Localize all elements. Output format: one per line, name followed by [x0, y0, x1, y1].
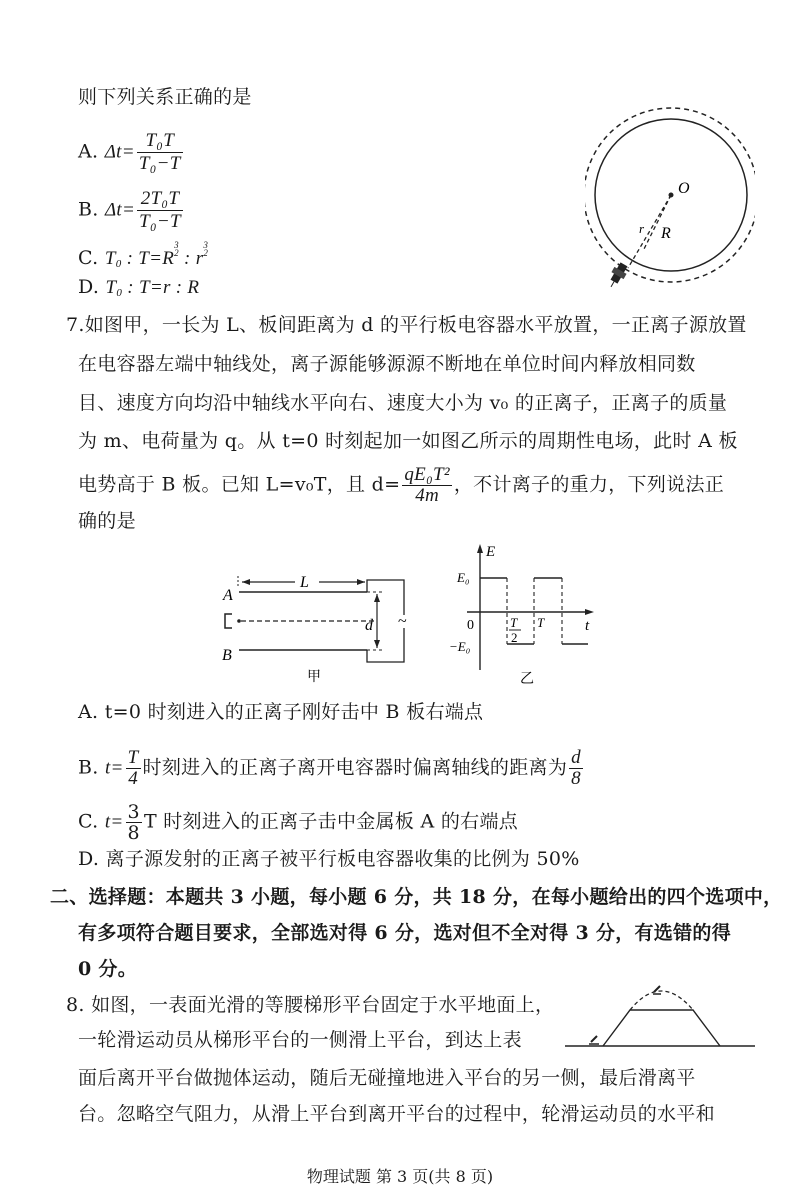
- R-label: R: [661, 225, 671, 242]
- page-footer: 物理试题 第 3 页(共 8 页): [306, 1167, 494, 1186]
- q8-line-1: 8. 如图，一表面光滑的等腰梯形平台固定于水平地面上，: [66, 994, 555, 1016]
- q8-line-4: 台。忽略空气阻力，从滑上平台到离开平台的过程中，轮滑运动员的水平和: [78, 1103, 715, 1125]
- r-label: r: [639, 221, 645, 236]
- q6-c-formula: $T_0$ : T=R 3 2 : r 3 2: [104, 240, 209, 270]
- q7-option-b[interactable]: B. t= $\frac{T}{4}$ 时刻进入的正离子离开电容器时偏离轴线的距离为 $\frac{d}{8}$: [78, 747, 581, 789]
- q6-orbit-figure: [585, 105, 755, 295]
- pos-level-label: E₀: [457, 570, 470, 585]
- q7-option-a[interactable]: A. t=0 时刻进入的正离子刚好击中 B 板右端点: [78, 701, 484, 723]
- q6-option-a[interactable]: A. Δt= $\frac{\text{T₀T}}{\text{T₀−T}}$: [78, 130, 181, 174]
- satellite-icon: [605, 261, 630, 291]
- q7-line-5: 电势高于 B 板。已知 L=v₀T，且 d= $\frac{\text{qE₀T²}}{4m}$ ，不计离子的重力，下列说法正: [78, 464, 725, 506]
- q6-d-formula: $T_0$ : T=r : R: [105, 277, 200, 299]
- section2-line-1: 二、选择题：本题共 3 小题，每小题 6 分，共 18 分，在每小题给出的四个选项中，: [50, 886, 783, 908]
- q8-line-3: 面后离开平台做抛体运动，随后无碰撞地进入平台的另一侧，最后滑离平: [78, 1067, 696, 1089]
- fig-jia-caption: 甲: [307, 669, 321, 685]
- q6-stem-end: 则下列关系正确的是: [78, 86, 252, 108]
- q6-option-d[interactable]: D. $T_0$ : T=r : R: [78, 276, 200, 299]
- ion-source-icon: [225, 614, 232, 628]
- q7-option-d[interactable]: D. 离子源发射的正离子被平行板电容器收集的比例为 50%: [78, 848, 580, 870]
- wire-top: [367, 580, 404, 615]
- period-label: T: [537, 615, 545, 630]
- q7-d-fraction: $\frac{\text{qE₀T²}}{4m}$: [404, 464, 450, 506]
- plate-a-label: A: [223, 587, 233, 604]
- ac-source-symbol: ~: [398, 613, 407, 630]
- plate-b-label: B: [222, 647, 232, 664]
- half-period-den: 2: [511, 630, 518, 645]
- x-axis-label: t: [585, 618, 590, 634]
- center-label: O: [678, 180, 690, 197]
- q8-line-2: 一轮滑运动员从梯形平台的一侧滑上平台，到达上表: [78, 1029, 522, 1051]
- q6-option-c[interactable]: C. $T_0$ : T=R 3 2 : r 3 2: [78, 240, 209, 270]
- fig-yi-caption: 乙: [520, 671, 534, 687]
- q7-line-4: 为 m、电荷量为 q。从 t=0 时刻起加一如图乙所示的周期性电场，此时 A 板: [78, 430, 738, 452]
- origin-label: 0: [467, 618, 474, 633]
- section2-line-2: 有多项符合题目要求，全部选对得 6 分，选对但不全对得 3 分，有选错的得: [78, 922, 732, 944]
- q7-line-3: 目、速度方向均沿中轴线水平向右、速度大小为 v₀ 的正离子，正离子的质量: [78, 392, 728, 414]
- q7-line-1: 7.如图甲，一长为 L、板间距离为 d 的平行板电容器水平放置，一正离子源放置: [66, 314, 747, 336]
- q6-a-fraction: $\frac{\text{T₀T}}{\text{T₀−T}}$: [138, 130, 181, 174]
- q7-option-c[interactable]: C. t= $\frac{3}{8}$ T 时刻进入的正离子击中金属板 A 的右端点: [78, 801, 519, 844]
- skater-icon-start: [589, 1036, 599, 1044]
- q7-line-6: 确的是: [78, 510, 136, 532]
- skater-icon-top: [653, 986, 661, 994]
- section2-line-3: 0 分。: [78, 958, 138, 980]
- radius-R-line: [643, 195, 671, 251]
- length-label: L: [300, 574, 309, 591]
- q6-b-fraction: $\frac{\text{2T₀T}}{\text{T₀−T}}$: [139, 188, 181, 232]
- trapezoid-platform: [603, 1010, 720, 1046]
- y-axis-label: E: [486, 544, 496, 560]
- q7-line-2: 在电容器左端中轴线处，离子源能够源源不断地在单位时间内释放相同数: [78, 353, 696, 375]
- q7-capacitor-figure: [215, 570, 425, 685]
- gap-label: d: [365, 617, 373, 634]
- neg-level-label: −E₀: [449, 639, 471, 654]
- trajectory-arc: [630, 991, 693, 1010]
- q7-field-graph: [445, 540, 605, 690]
- q6-option-b[interactable]: B. Δt= $\frac{\text{2T₀T}}{\text{T₀−T}}$: [78, 188, 181, 232]
- q8-platform-figure: [565, 980, 760, 1055]
- half-period-num: T: [510, 615, 518, 630]
